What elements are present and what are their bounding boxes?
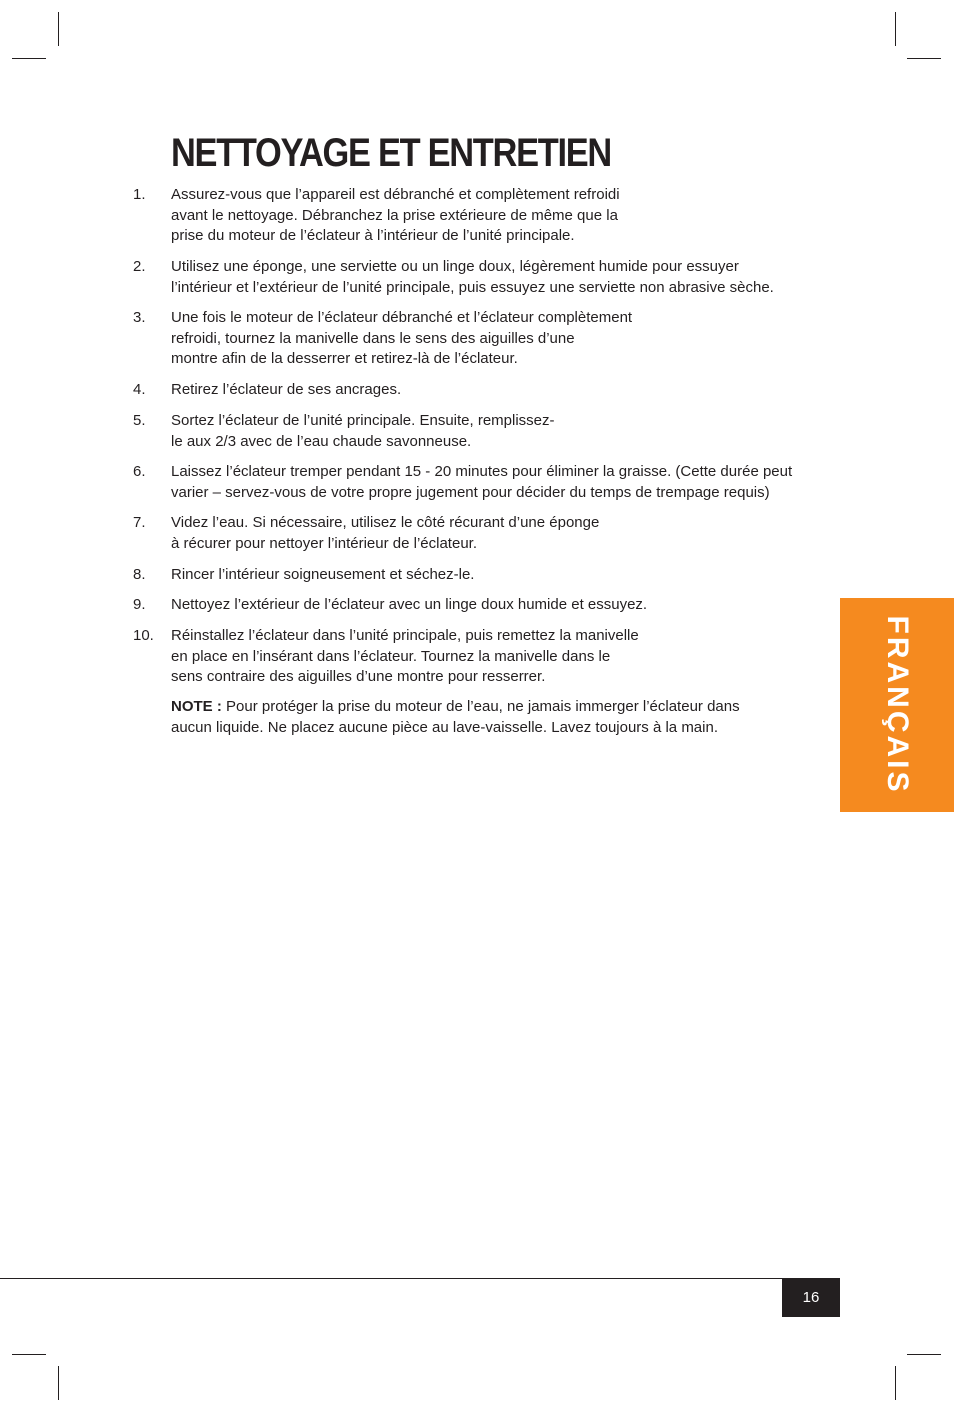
step-text bbox=[171, 380, 401, 401]
step-text bbox=[171, 308, 632, 370]
crop-mark bbox=[58, 12, 59, 46]
step-line: Nettoyez l’extérieur de l’éclateur avec un linge doux humide et essuyez. bbox=[171, 596, 648, 613]
step-text bbox=[171, 626, 639, 688]
note-label: NOTE : bbox=[171, 698, 222, 715]
step-line: Sortez l’éclateur de l’unité principale. Ensuite, remplissez- bbox=[171, 412, 555, 429]
step-line: l’intérieur et l’extérieur de l’unité principale, puis essuyez une serviette non abrasive sèche. bbox=[171, 278, 774, 296]
step-text bbox=[171, 565, 474, 586]
step-number: 10. bbox=[133, 627, 154, 644]
page-number: 16 bbox=[782, 1278, 840, 1317]
step-line: Une fois le moteur de l’éclateur débranché et l’éclateur complètement bbox=[171, 309, 633, 326]
crop-mark bbox=[895, 12, 896, 46]
crop-mark bbox=[907, 1354, 941, 1355]
step-line: en place en l’insérant dans l’éclateur. Tournez la manivelle dans le bbox=[171, 647, 611, 665]
page-title: NETTOYAGE ET ENTRETIEN bbox=[171, 131, 611, 175]
step-line: avant le nettoyage. Débranchez la prise extérieure de même que la bbox=[171, 206, 618, 224]
crop-mark bbox=[895, 1366, 896, 1400]
step-number: 3. bbox=[133, 309, 146, 326]
step-line: sens contraire des aiguilles d’une montre pour resserrer. bbox=[171, 668, 546, 685]
step-line: refroidi, tournez la manivelle dans le sens des aiguilles d’une bbox=[171, 329, 575, 347]
step-line: prise du moteur de l’éclateur à l’intérieur de l’unité principale. bbox=[171, 227, 575, 244]
step-line: le aux 2/3 avec de l’eau chaude savonneuse. bbox=[171, 432, 472, 450]
step-number: 1. bbox=[133, 186, 146, 203]
step-number: 5. bbox=[133, 412, 146, 429]
crop-mark bbox=[12, 1354, 46, 1355]
step-text bbox=[171, 185, 620, 247]
step-text bbox=[171, 462, 792, 503]
step-line: Rincer l’intérieur soigneusement et séchez-le. bbox=[171, 566, 475, 583]
step-line: Utilisez une éponge, une serviette ou un linge doux, légèrement humide pour essuyer bbox=[171, 258, 739, 275]
step-text bbox=[171, 595, 647, 616]
language-tab bbox=[840, 598, 954, 812]
step-line: montre afin de la desserrer et retirez-là de l’éclateur. bbox=[171, 350, 518, 367]
step-number: 8. bbox=[133, 566, 146, 583]
step-number: 4. bbox=[133, 381, 146, 398]
step-text bbox=[171, 513, 599, 554]
crop-mark bbox=[12, 58, 46, 59]
step-line: Assurez-vous que l’appareil est débranché et complètement refroidi bbox=[171, 186, 620, 203]
step-text bbox=[171, 257, 774, 298]
step-line: Laissez l’éclateur tremper pendant 15 - 20 minutes pour éliminer la graisse. (Cette durée peut bbox=[171, 463, 793, 480]
note-line bbox=[171, 697, 740, 718]
language-tab-label: FRANÇAIS bbox=[881, 615, 914, 795]
step-line: Videz l’eau. Si nécessaire, utilisez le côté récurant d’une éponge bbox=[171, 514, 600, 531]
crop-mark bbox=[907, 58, 941, 59]
note-paragraph bbox=[171, 697, 740, 738]
step-number: 9. bbox=[133, 596, 146, 613]
step-line: à récurer pour nettoyer l’intérieur de l’éclateur. bbox=[171, 534, 477, 552]
step-number: 6. bbox=[133, 463, 146, 480]
note-line: aucun liquide. Ne placez aucune pièce au lave-vaisselle. Lavez toujours à la main. bbox=[171, 718, 718, 736]
note-text: Pour protéger la prise du moteur de l’eau, ne jamais immerger l’éclateur dans bbox=[221, 698, 740, 715]
step-number: 2. bbox=[133, 258, 146, 275]
crop-mark bbox=[58, 1366, 59, 1400]
step-line: Réinstallez l’éclateur dans l’unité principale, puis remettez la manivelle bbox=[171, 627, 639, 644]
step-text bbox=[171, 411, 555, 452]
step-number: 7. bbox=[133, 514, 146, 531]
step-line: Retirez l’éclateur de ses ancrages. bbox=[171, 381, 402, 398]
footer-rule bbox=[0, 1278, 840, 1279]
step-line: varier – servez-vous de votre propre jugement pour décider du temps de trempage requis) bbox=[171, 483, 770, 501]
